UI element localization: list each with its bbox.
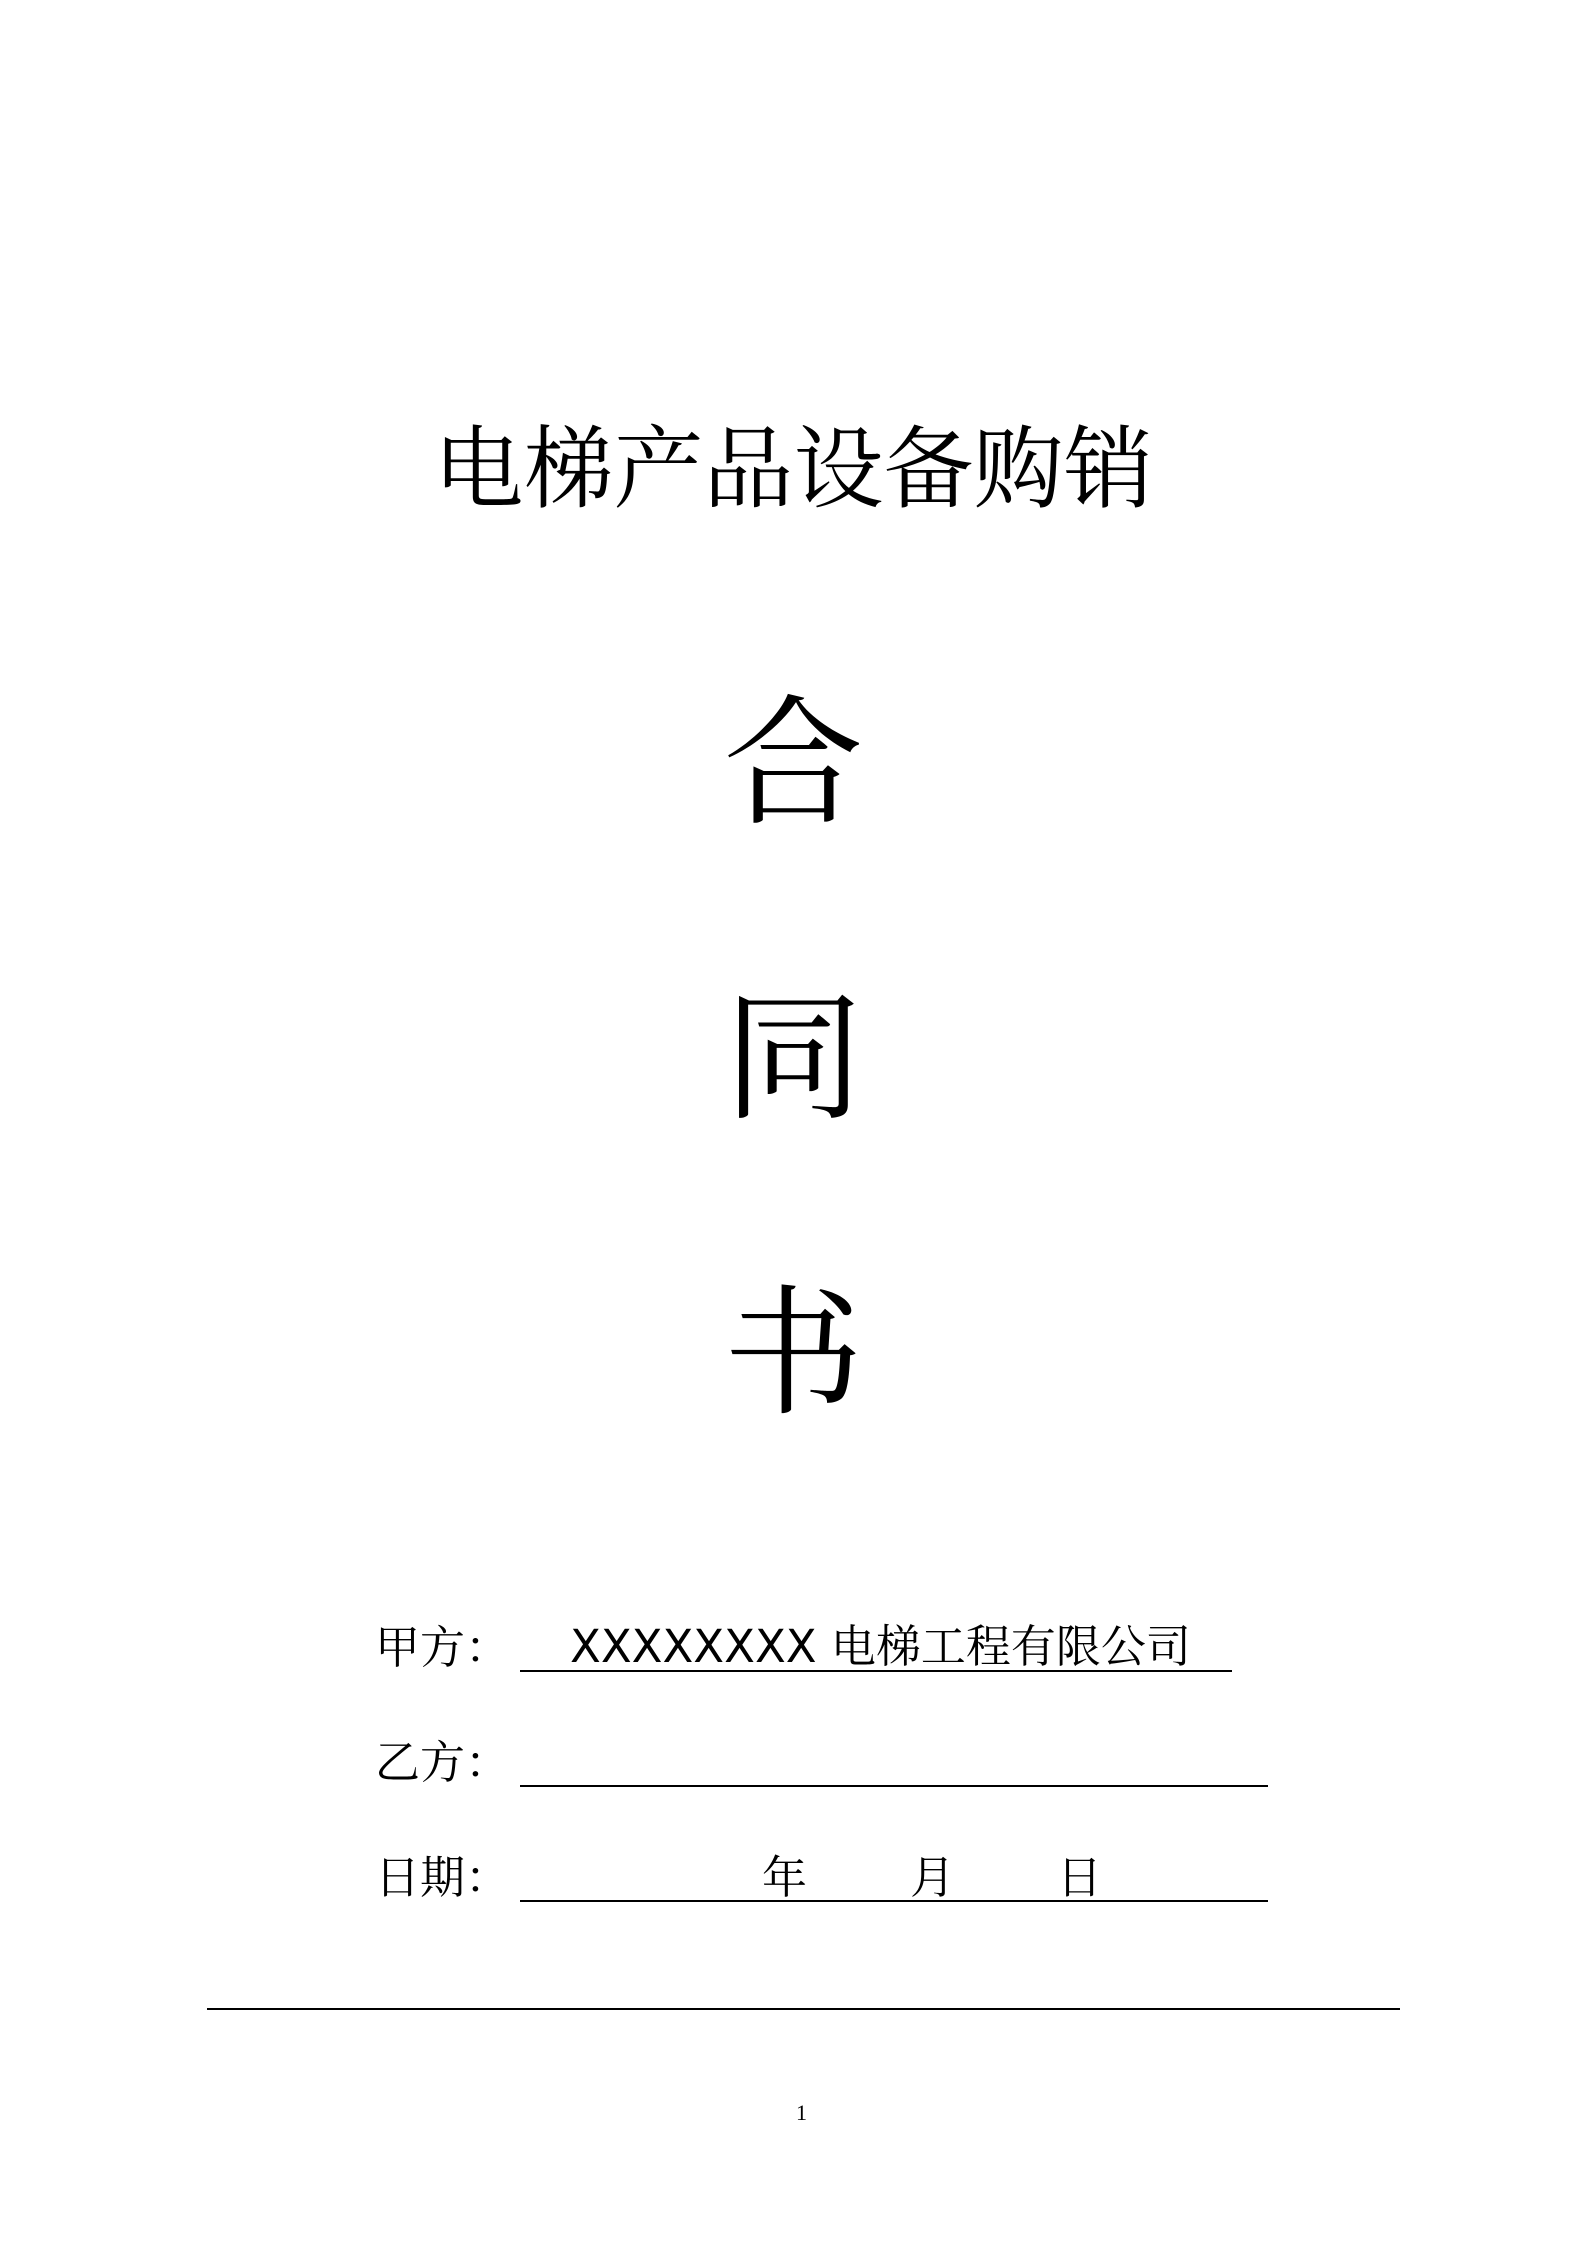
- title-char-tong: 同: [723, 978, 864, 1141]
- party-a-underline: [520, 1670, 1232, 1672]
- title-char-shu: 书: [723, 1273, 864, 1436]
- party-b-label: 乙方：: [375, 1736, 511, 1789]
- party-b-underline: [520, 1785, 1268, 1787]
- date-label: 日期：: [375, 1851, 511, 1904]
- date-month-unit: 月: [910, 1851, 956, 1904]
- date-year-unit: 年: [762, 1851, 808, 1904]
- footer-divider: [207, 2008, 1400, 2010]
- page-number: 1: [796, 2100, 807, 2125]
- date-day-unit: 日: [1057, 1851, 1103, 1904]
- party-a-label: 甲方：: [375, 1621, 511, 1674]
- party-a-value: XXXXXXXX 电梯工程有限公司: [570, 1620, 1191, 1673]
- document-title: 电梯产品设备购销: [433, 417, 1154, 522]
- title-char-he: 合: [723, 683, 864, 846]
- date-underline: [520, 1900, 1268, 1902]
